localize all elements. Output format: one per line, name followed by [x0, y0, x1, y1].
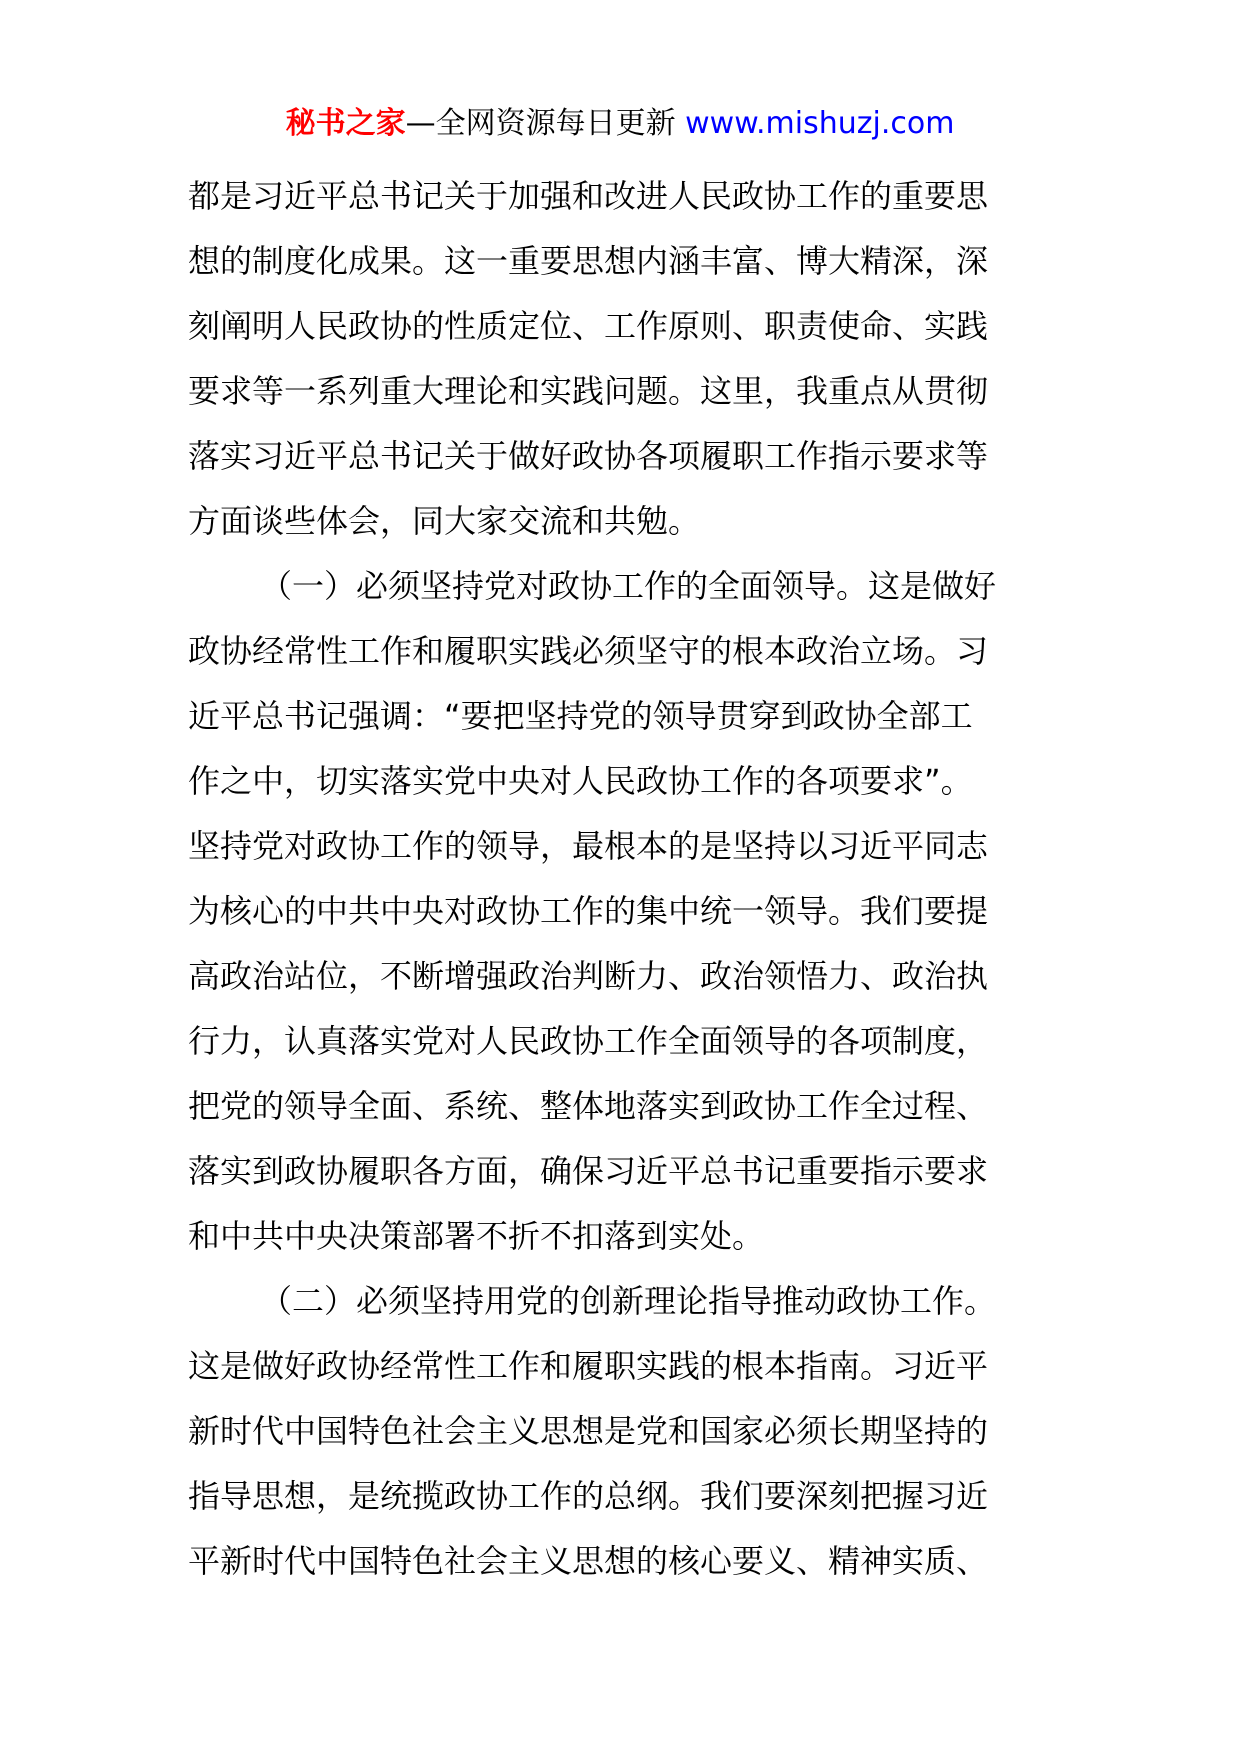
text-line: 近平总书记强调：“要把坚持党的领导贯穿到政协全部工 [188, 697, 973, 735]
site-header [0, 100, 1240, 148]
text-line: 要求等一系列重大理论和实践问题。这里，我重点从贯彻 [188, 372, 989, 410]
header-tagline: —全网资源每日更新 [405, 106, 686, 141]
document-body [188, 164, 1058, 1594]
text-line: 新时代中国特色社会主义思想是党和国家必须长期坚持的 [188, 1412, 989, 1450]
text-line: 指导思想，是统揽政协工作的总纲。我们要深刻把握习近 [188, 1477, 989, 1515]
text-line: 作之中，切实落实党中央对人民政协工作的各项要求”。 [188, 762, 973, 800]
text-line: 政协经常性工作和履职实践必须坚守的根本政治立场。习 [188, 632, 989, 670]
text-line: （一）必须坚持党对政协工作的全面领导。这是做好 [260, 567, 997, 605]
text-line: 行力，认真落实党对人民政协工作全面领导的各项制度， [188, 1022, 989, 1060]
site-url-link[interactable]: www.mishuzj.com [685, 106, 955, 141]
paragraph-section-1 [188, 554, 1058, 1269]
brand-name: 秘书之家 [285, 106, 406, 141]
text-line: 方面谈些体会，同大家交流和共勉。 [188, 502, 701, 540]
text-line: 把党的领导全面、系统、整体地落实到政协工作全过程、 [188, 1087, 989, 1125]
text-line: 为核心的中共中央对政协工作的集中统一领导。我们要提 [188, 892, 989, 930]
text-line: 这是做好政协经常性工作和履职实践的根本指南。习近平 [188, 1347, 989, 1385]
paragraph-intro [188, 164, 1058, 554]
text-line: 平新时代中国特色社会主义思想的核心要义、精神实质、 [188, 1542, 989, 1580]
text-line: （二）必须坚持用党的创新理论指导推动政协工作。 [260, 1282, 997, 1320]
text-line: 高政治站位，不断增强政治判断力、政治领悟力、政治执 [188, 957, 989, 995]
text-line: 落实习近平总书记关于做好政协各项履职工作指示要求等 [188, 437, 989, 475]
text-line: 刻阐明人民政协的性质定位、工作原则、职责使命、实践 [188, 307, 989, 345]
text-line: 坚持党对政协工作的领导，最根本的是坚持以习近平同志 [188, 827, 989, 865]
text-line: 想的制度化成果。这一重要思想内涵丰富、博大精深，深 [188, 242, 989, 280]
text-line: 和中共中央决策部署不折不扣落到实处。 [188, 1217, 765, 1255]
text-line: 落实到政协履职各方面，确保习近平总书记重要指示要求 [188, 1152, 989, 1190]
text-line: 都是习近平总书记关于加强和改进人民政协工作的重要思 [188, 177, 989, 215]
paragraph-section-2 [188, 1269, 1058, 1594]
